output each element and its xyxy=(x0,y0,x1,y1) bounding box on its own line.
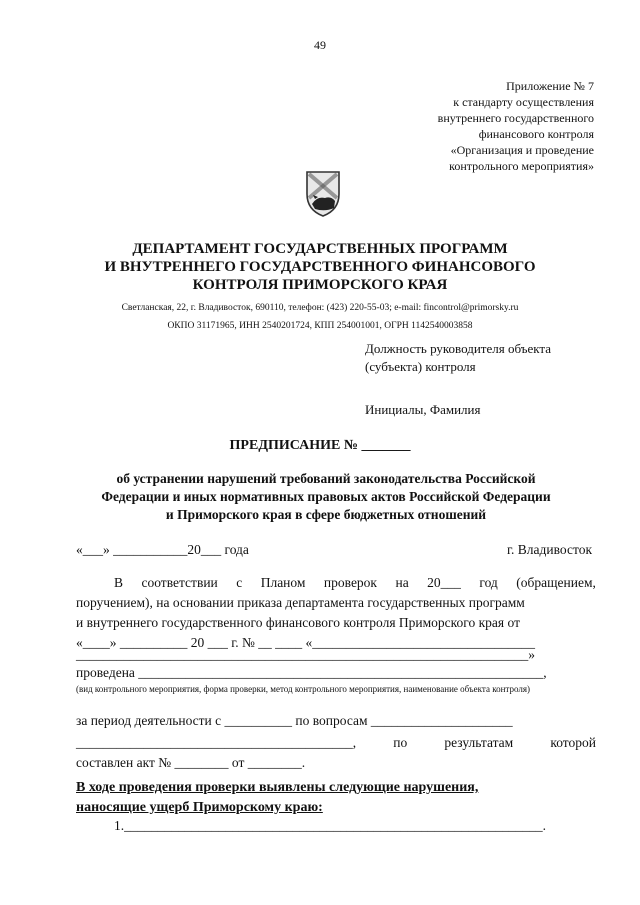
document-subtitle xyxy=(50,470,602,524)
paragraph-line: «____» __________ 20 ___ г. № __ ____ «_________________________________ xyxy=(76,635,536,650)
annex-line: финансового контроля xyxy=(478,127,594,141)
word: год xyxy=(479,575,498,590)
annex-line: «Организация и проведение xyxy=(450,143,594,157)
word: проверок xyxy=(323,575,377,590)
annex-reference xyxy=(354,78,594,174)
violations-heading: В ходе проведения проверки выявлены следующие нарушения, xyxy=(76,780,479,795)
department-name-line: КОНТРОЛЯ ПРИМОРСКОГО КРАЯ xyxy=(192,277,448,293)
document-title: ПРЕДПИСАНИЕ № _______ xyxy=(229,438,411,453)
conducted-note: (вид контрольного мероприятия, форма проверки, метод контрольного мероприятия, наименование объекта контроля) xyxy=(76,684,530,694)
annex-line: внутреннего государственного xyxy=(437,111,594,125)
coat-of-arms-icon xyxy=(303,168,343,218)
addressee-position-line: (субъекта) контроля xyxy=(365,359,476,374)
results-line xyxy=(76,734,596,752)
addressee-position-line: Должность руководителя объекта xyxy=(365,341,552,356)
department-name xyxy=(90,240,550,294)
word: которой xyxy=(550,735,596,750)
annex-line: контрольного мероприятия» xyxy=(449,159,594,173)
addressee-initials: Инициалы, Фамилия xyxy=(365,402,481,417)
violations-heading: наносящие ущерб Приморскому краю: xyxy=(76,800,323,815)
word: с xyxy=(236,575,243,590)
word: на xyxy=(395,575,409,590)
violation-item: 1.______________________________________________________________. xyxy=(114,818,546,833)
conducted-line: проведена ____________________________________________________________, xyxy=(76,665,547,680)
paragraph-line xyxy=(114,574,596,592)
subtitle-line: об устранении нарушений требований законодательства Российской xyxy=(116,471,536,486)
word: _________________________________________, xyxy=(76,735,357,750)
annex-line: к стандарту осуществления xyxy=(453,95,594,109)
annex-line: Приложение № 7 xyxy=(506,79,594,93)
word: (обращением, xyxy=(516,575,596,590)
subtitle-line: Федерации и иных нормативных правовых актов Российской Федерации xyxy=(101,489,551,504)
paragraph-line: поручением), на основании приказа департамента государственных программ xyxy=(76,595,525,610)
period-line: за период деятельности с __________ по вопросам _____________________ xyxy=(76,713,513,728)
subtitle-line: и Приморского края в сфере бюджетных отношений xyxy=(165,507,487,522)
document-city: г. Владивосток xyxy=(507,542,592,557)
department-codes: ОКПО 31171965, ИНН 2540201724, КПП 254001001, ОГРН 1142540003858 xyxy=(167,321,473,331)
department-name-line: И ВНУТРЕННЕГО ГОСУДАРСТВЕННОГО ФИНАНСОВОГО xyxy=(104,259,536,275)
word: по xyxy=(393,735,408,750)
word: 20___ xyxy=(427,575,461,590)
department-contacts xyxy=(70,299,570,335)
word: В xyxy=(114,575,124,590)
paragraph-line: ___________________________________________________________________» xyxy=(76,647,535,662)
department-name-line: ДЕПАРТАМЕНТ ГОСУДАРСТВЕННЫХ ПРОГРАММ xyxy=(132,241,508,257)
department-address: Светланская, 22, г. Владивосток, 690110, телефон: (423) 220-55-03; e-mail: fincontrol@primorsky.ru xyxy=(121,303,519,313)
document-date: «___» ___________20___ года xyxy=(76,542,249,557)
word: результатам xyxy=(444,735,514,750)
addressee-position xyxy=(365,340,605,376)
word: соответствии xyxy=(141,575,218,590)
word: Планом xyxy=(260,575,306,590)
page-number: 49 xyxy=(314,38,326,52)
act-line: составлен акт № ________ от ________. xyxy=(76,755,306,770)
paragraph-line: и внутреннего государственного финансового контроля Приморского края от xyxy=(76,615,520,630)
